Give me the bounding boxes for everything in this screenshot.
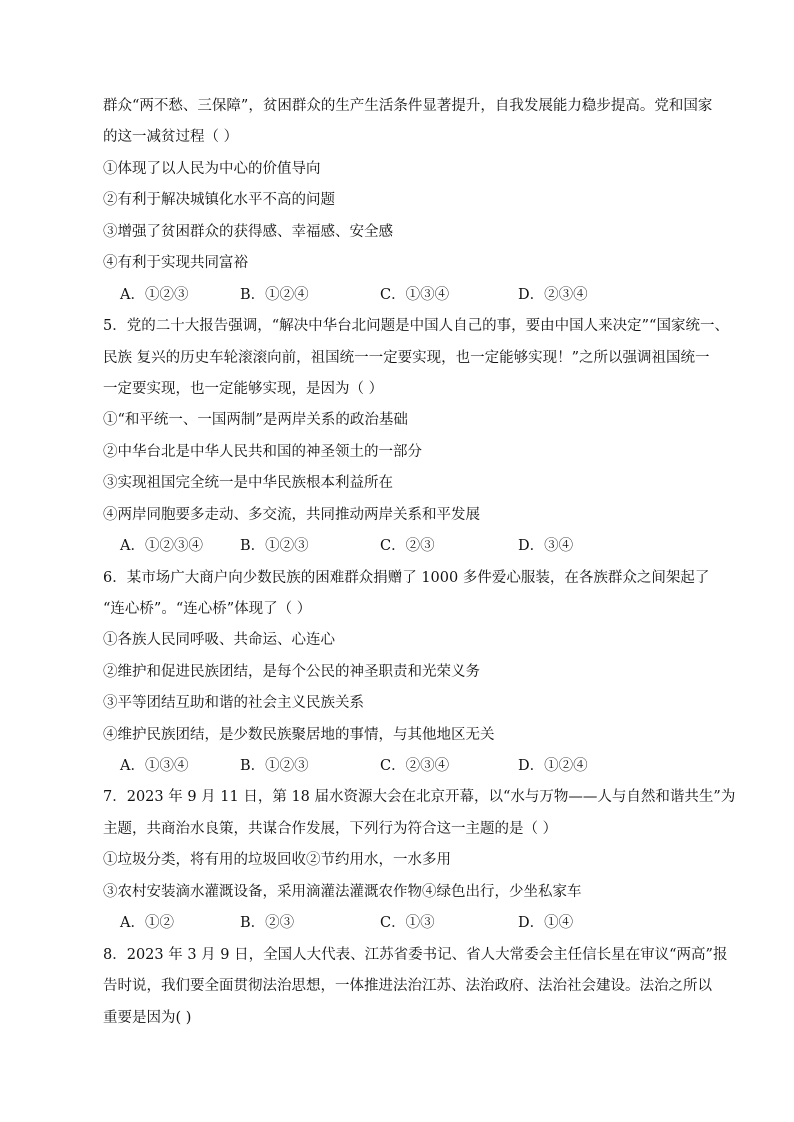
q7-stem-line-2: 主题，共商治水良策，共谋合作发展，下列行为符合这一主题的是（ ） [103,821,558,837]
q7-option-a[interactable]: A．①② [120,915,174,931]
q5-stem-line-3: 一定要实现，也一定能够实现，是因为（ ） [103,381,384,397]
q5-option-c[interactable]: C．②③ [380,538,435,554]
q8-stem-line-3: 重要是因为( ) [103,1010,192,1026]
q6-statement-2: ②维护和促进民族团结，是每个公民的神圣职责和光荣义务 [103,664,480,680]
q7-statement-2: ③农村安装滴水灌溉设备，采用滴灌法灌溉农作物④绿色出行，少坐私家车 [103,884,582,900]
q5-option-a[interactable]: A．①②③④ [120,538,203,554]
q4-statement-1: ①体现了以人民为中心的价值导向 [103,161,321,177]
q5-option-d[interactable]: D．③④ [518,538,574,554]
q7-option-b[interactable]: B．②③ [240,915,295,931]
q5-statement-4: ④两岸同胞要多走动、多交流，共同推动两岸关系和平发展 [103,507,480,523]
q6-stem-line-1: 6．某市场广大商户向少数民族的困难群众捐赠了 1000 多件爱心服装，在各族群众之间架起了 [103,570,710,586]
q4-statement-4: ④有利于实现共同富裕 [103,255,248,271]
q7-option-d[interactable]: D．①④ [518,915,574,931]
q8-stem-line-1: 8．2023 年 3 月 9 日，全国人大代表、江苏省委书记、省人大常委会主任信长星在审议“两高”报 [103,947,728,963]
q6-statement-4: ④维护民族团结，是少数民族聚居地的事情，与其他地区无关 [103,727,495,743]
q6-statement-3: ③平等团结互助和谐的社会主义民族关系 [103,695,364,711]
q4-option-b[interactable]: B．①②④ [240,287,309,303]
q6-option-d[interactable]: D．①②④ [518,758,588,774]
q4-option-a[interactable]: A．①②③ [120,287,189,303]
q5-statement-2: ②中华台北是中华人民共和国的神圣领土的一部分 [103,444,422,460]
q4-stem-line-2: 的这一减贫过程（ ） [103,129,239,145]
q5-statement-3: ③实现祖国完全统一是中华民族根本利益所在 [103,475,393,491]
q4-statement-2: ②有利于解决城镇化水平不高的问题 [103,192,335,208]
q6-option-c[interactable]: C．②③④ [380,758,450,774]
q6-option-b[interactable]: B．①②③ [240,758,309,774]
q5-option-b[interactable]: B．①②③ [240,538,309,554]
q7-option-c[interactable]: C．①③ [380,915,435,931]
q5-stem-line-2: 民族 复兴的历史车轮滚滚向前，祖国统一一定要实现，也一定能够实现！”之所以强调祖国统一 [103,350,710,366]
q7-stem-line-1: 7．2023 年 9 月 11 日，第 18 届水资源大会在北京开幕，以“水与万物——人与自然和谐共生”为 [103,789,736,805]
q4-option-d[interactable]: D．②③④ [518,287,588,303]
q4-stem-line-1: 群众“两不愁、三保障”，贫困群众的生产生活条件显著提升，自我发展能力稳步提高。党和国家 [103,98,713,114]
q5-stem-line-1: 5．党的二十大报告强调，“解决中华台北问题是中国人自己的事，要由中国人来决定”“国家统一、 [103,318,729,334]
q6-option-a[interactable]: A．①③④ [120,758,189,774]
q5-statement-1: ①“和平统一、一国两制”是两岸关系的政治基础 [103,412,408,428]
q6-statement-1: ①各族人民同呼吸、共命运、心连心 [103,632,335,648]
q4-statement-3: ③增强了贫困群众的获得感、幸福感、安全感 [103,224,393,240]
q4-option-c[interactable]: C．①③④ [380,287,450,303]
q7-statement-1: ①垃圾分类，将有用的垃圾回收②节约用水，一水多用 [103,852,451,868]
q8-stem-line-2: 告时说，我们要全面贯彻法治思想，一体推进法治江苏、法治政府、法治社会建设。法治之所以 [103,978,712,994]
q6-stem-line-2: “连心桥”。“连心桥”体现了（ ） [103,601,312,617]
